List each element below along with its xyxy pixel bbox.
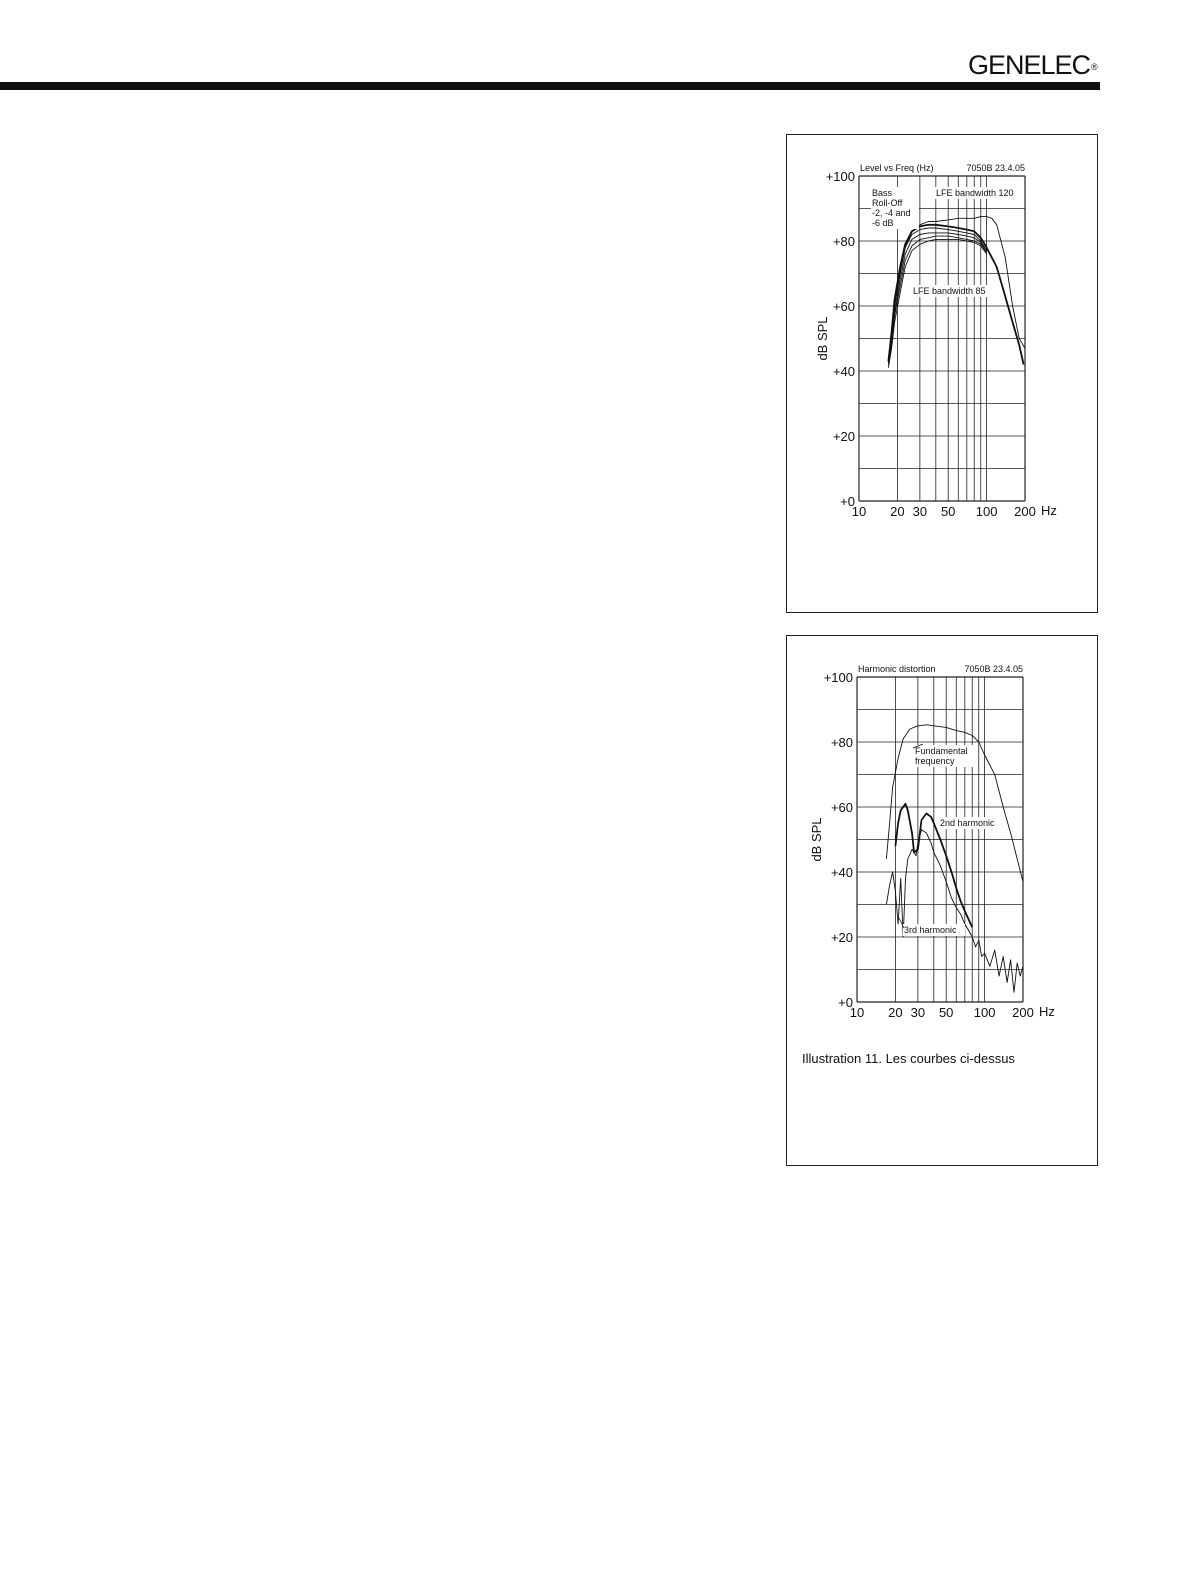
annotation-label: LFE bandwidth 85 (913, 286, 986, 296)
y-tick-label: +40 (830, 865, 853, 880)
y-tick-label: +40 (832, 364, 855, 379)
annotation-label: 2nd harmonic (940, 818, 995, 828)
x-tick-label: 50 (940, 504, 956, 519)
y-tick-label: +100 (823, 670, 853, 685)
annotation-label: -6 dB (872, 218, 894, 228)
y-tick-label: +60 (830, 800, 853, 815)
chart-panel-level-vs-freq (786, 134, 1098, 613)
y-tick-label: +0 (840, 494, 855, 509)
annotation-label: frequency (915, 756, 955, 766)
annotation-label: Bass (872, 188, 893, 198)
annotation-label: -2, -4 and (872, 208, 911, 218)
x-tick-label: 20 (890, 504, 905, 519)
chart-title: Harmonic distortion (858, 664, 936, 674)
header-rule (0, 82, 1100, 90)
x-tick-label: 10 (849, 1005, 865, 1020)
y-axis-label: dB SPL (809, 817, 824, 862)
x-tick-label: 100 (973, 1005, 996, 1020)
x-tick-label: 200 (1014, 504, 1036, 519)
annotation-label: 3rd harmonic (904, 925, 957, 935)
y-tick-label: +20 (832, 429, 855, 444)
y-tick-label: +60 (832, 299, 855, 314)
annotation-label: Roll-Off (872, 198, 903, 208)
x-tick-label: 200 (1012, 1005, 1034, 1020)
figure-caption: Illustration 11. Les courbes ci-dessus (802, 1051, 1015, 1066)
x-tick-label: 30 (912, 504, 928, 519)
annotation-label: LFE bandwidth 120 (936, 188, 1014, 198)
x-tick-label: 100 (975, 504, 998, 519)
y-tick-label: +80 (830, 735, 853, 750)
y-tick-label: +80 (832, 234, 855, 249)
level-vs-freq-chart (787, 135, 1099, 614)
x-axis-label: Hz (1041, 503, 1057, 518)
series-line (886, 830, 1023, 993)
annotation-leader (899, 918, 904, 928)
x-axis-label: Hz (1039, 1004, 1055, 1019)
genelec-logo: GENELEC® (968, 50, 1098, 80)
x-tick-label: 50 (938, 1005, 954, 1020)
x-tick-label: 30 (910, 1005, 926, 1020)
chart-id: 7050B 23.4.05 (964, 664, 1023, 674)
x-tick-label: 10 (851, 504, 867, 519)
y-tick-label: +100 (825, 169, 855, 184)
chart-title: Level vs Freq (Hz) (860, 163, 934, 173)
y-axis-label: dB SPL (815, 316, 830, 361)
y-tick-label: +20 (830, 930, 853, 945)
x-tick-label: 20 (888, 1005, 903, 1020)
harmonic-distortion-chart (787, 636, 1099, 1167)
annotation-label: Fundamental (915, 746, 968, 756)
y-tick-label: +0 (838, 995, 853, 1010)
chart-id: 7050B 23.4.05 (966, 163, 1025, 173)
chart-panel-harmonic-distortion (786, 635, 1098, 1166)
